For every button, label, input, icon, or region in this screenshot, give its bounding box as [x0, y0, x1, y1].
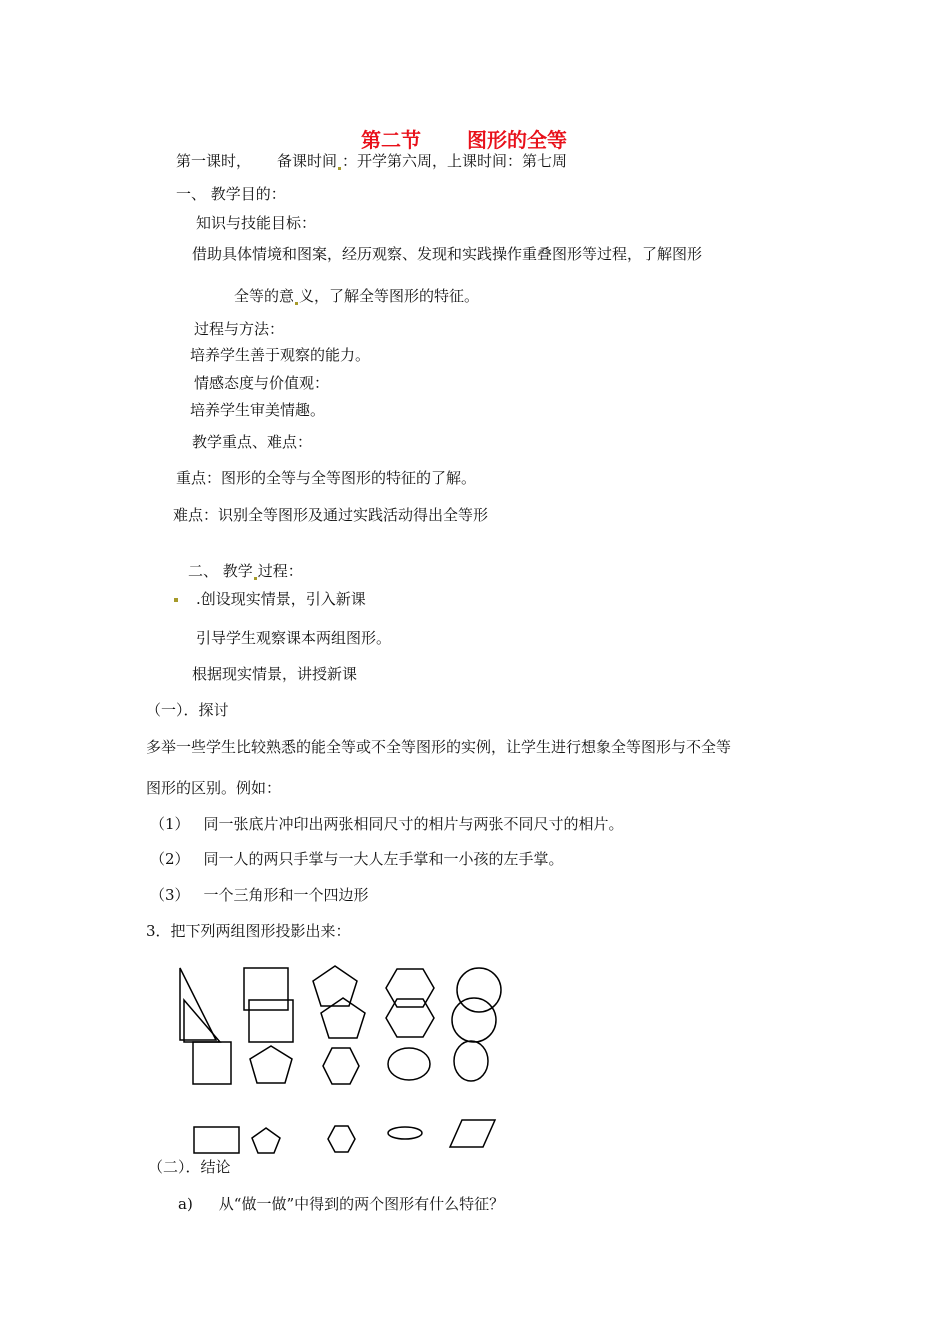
bullet-icon — [174, 598, 178, 602]
ellipse-shape — [388, 1127, 422, 1139]
triangle-shape — [184, 1000, 220, 1042]
conclusion-a: a) 从“做一做”中得到的两个图形有什么特征？ — [178, 1195, 505, 1213]
rectangle-shape — [194, 1127, 239, 1153]
emotion-text: 培养学生审美情趣。 — [190, 401, 326, 419]
hexagon-shape — [323, 1048, 359, 1084]
knowledge-label: 知识与技能目标： — [196, 214, 317, 232]
para-line2: 图形的区别。例如： — [146, 779, 282, 797]
schedule-line: 第一课时， 备课时间 ：开学第六周，上课时间：第七周 — [176, 152, 568, 170]
hexagon-shape — [328, 1126, 355, 1152]
pentagon-shape — [313, 966, 357, 1006]
square-shape — [193, 1042, 231, 1084]
circle-shape — [452, 998, 496, 1042]
process-label: 过程与方法： — [194, 320, 285, 338]
knowledge-line2: 全等的意 义，了解全等图形的特征。 — [234, 287, 480, 305]
parallelogram-shape — [450, 1120, 495, 1147]
ellipse-shape — [454, 1041, 488, 1081]
shapes-figure — [170, 960, 510, 1160]
list-item: （2） 同一人的两只手掌与一大人左手掌和一小孩的左手掌。 — [150, 850, 564, 868]
pentagon-shape — [250, 1046, 292, 1083]
pentagon-shape — [252, 1128, 280, 1153]
triangle-shape — [180, 968, 216, 1040]
para-line1: 多举一些学生比较熟悉的能全等或不全等图形的实例，让学生进行想象全等图形与不全等 — [146, 738, 732, 756]
emotion-label: 情感态度与价值观： — [194, 374, 330, 392]
ellipse-shape — [388, 1048, 430, 1080]
hexagon-shape — [386, 999, 434, 1037]
section1-heading: 一、 教学目的： — [176, 185, 286, 203]
part2-heading: （二）．结论 — [148, 1158, 231, 1176]
key-point: 重点：图形的全等与全等图形的特征的了解。 — [176, 469, 477, 487]
knowledge-line1: 借助具体情境和图案，经历观察、发现和实践操作重叠图形等过程，了解图形 — [192, 245, 703, 263]
square-shape — [249, 1000, 293, 1042]
step3: 3．把下列两组图形投影出来： — [146, 922, 351, 940]
square-shape — [244, 968, 288, 1010]
list-item: （1） 同一张底片冲印出两张相同尺寸的相片与两张不同尺寸的相片。 — [150, 815, 624, 833]
teach-text: 根据现实情景，讲授新课 — [192, 665, 358, 683]
difficult-point: 难点：识别全等图形及通过实践活动得出全等形 — [173, 506, 489, 524]
pentagon-shape — [321, 998, 365, 1038]
process-text: 培养学生善于观察的能力。 — [190, 346, 371, 364]
circle-shape — [457, 968, 501, 1012]
hexagon-shape — [386, 969, 434, 1007]
keypoints-label: 教学重点、难点： — [192, 433, 313, 451]
guide-text: 引导学生观察课本两组图形。 — [196, 629, 392, 647]
step1: .创设现实情景，引入新课 — [196, 590, 366, 608]
section2-heading: 二、 教学 过程： — [188, 562, 303, 580]
page-title: 第二节 图形的全等 — [361, 128, 567, 152]
list-item: （3） 一个三角形和一个四边形 — [150, 886, 369, 904]
part1-heading: （一）．探讨 — [146, 701, 229, 719]
